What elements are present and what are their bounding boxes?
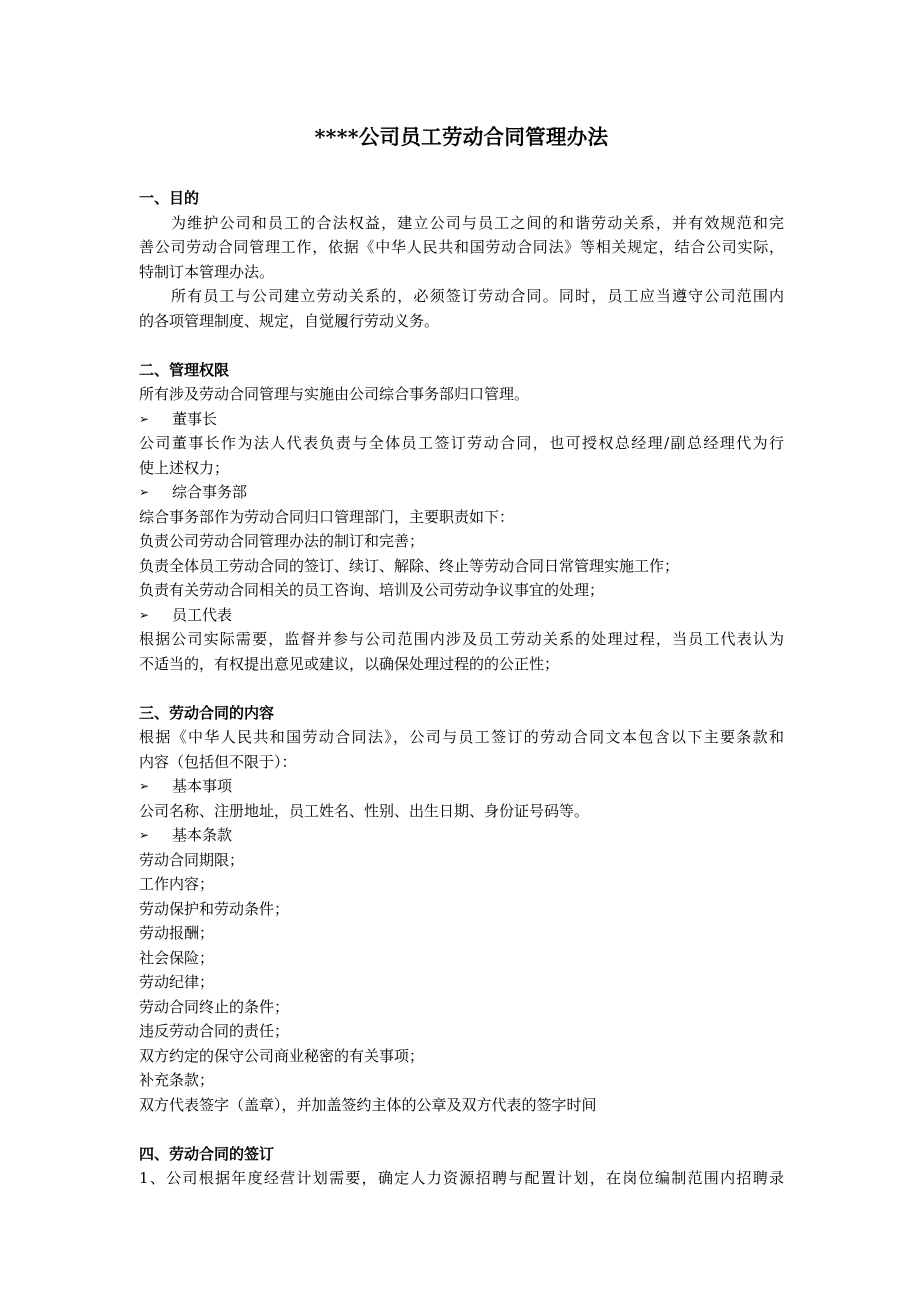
list-item: 社会保险；	[139, 948, 215, 967]
document-title: ****公司员工劳动合同管理办法	[314, 125, 609, 149]
paragraph-line: 负责全体员工劳动合同的签订、续订、解除、终止等劳动合同日常管理实施工作；	[139, 556, 680, 575]
list-item: 双方代表签字（盖章），并加盖签约主体的公章及双方代表的签字时间	[139, 1095, 597, 1114]
paragraph-line: 根据《中华人民共和国劳动合同法》，公司与员工签订的劳动合同文本包含以下主要条款和	[139, 728, 784, 746]
list-item: 劳动纪律；	[139, 973, 215, 991]
bullet-item	[139, 774, 784, 799]
arrow-bullet-icon: ➢	[139, 607, 150, 622]
list-item: 劳动合同期限；	[139, 850, 245, 869]
bullet-item	[139, 480, 784, 505]
paragraph-line: 所有涉及劳动合同管理与实施由公司综合事务部归口管理。	[139, 385, 530, 403]
bullet-label: 基本事项	[172, 777, 233, 795]
arrow-bullet-icon: ➢	[139, 828, 150, 842]
arrow-bullet-icon: ➢	[139, 485, 150, 499]
document-body	[139, 122, 784, 1191]
list-item: 违反劳动合同的责任；	[139, 1022, 290, 1040]
paragraph-line: 公司名称、注册地址，员工姓名、性别、出生日期、身份证号码等。	[139, 801, 590, 820]
section-heading-contents: 三、劳动合同的内容	[139, 703, 275, 722]
list-item: 双方约定的保守公司商业秘密的有关事项；	[139, 1046, 425, 1065]
section-heading-signing: 四、劳动合同的签订	[139, 1144, 275, 1163]
paragraph-line: 为维护公司和员工的合法权益，建立公司与员工之间的和谐劳动关系，并有效规范和完	[171, 213, 784, 232]
bullet-label: 基本条款	[172, 826, 233, 844]
paragraph-line: 负责有关劳动合同相关的员工咨询、培训及公司劳动争议事宜的处理；	[139, 581, 605, 599]
paragraph-line: 的各项管理制度、规定，自觉履行劳动义务。	[139, 311, 440, 330]
list-item: 劳动合同终止的条件；	[139, 997, 290, 1016]
paragraph-line: 所有员工与公司建立劳动关系的，必须签订劳动合同。同时，员工应当遵守公司范围内	[171, 287, 784, 305]
paragraph-line: 负责公司劳动合同管理办法的制订和完善；	[139, 532, 425, 550]
list-item: 劳动报酬；	[139, 924, 215, 942]
bullet-item	[139, 823, 784, 848]
list-item: 劳动保护和劳动条件；	[139, 899, 290, 918]
list-item: 工作内容；	[139, 875, 215, 893]
paragraph-line: 使上述权力；	[139, 458, 230, 477]
paragraph-line: 综合事务部作为劳动合同归口管理部门，主要职责如下：	[139, 507, 515, 526]
arrow-bullet-icon: ➢	[139, 779, 150, 793]
section-heading-purpose: 一、目的	[139, 189, 200, 207]
bullet-label: 综合事务部	[172, 483, 248, 501]
section-heading-authority: 二、管理权限	[139, 360, 230, 379]
paragraph-line: 不适当的，有权提出意见或建议，以确保处理过程的的公正性；	[139, 654, 560, 673]
bullet-item	[139, 603, 784, 628]
bullet-item	[139, 407, 784, 432]
paragraph-line: 根据公司实际需要，监督并参与公司范围内涉及员工劳动关系的处理过程，当员工代表认为	[139, 630, 784, 648]
paragraph-line: 1、公司根据年度经营计划需要，确定人力资源招聘与配置计划，在岗位编制范围内招聘录	[139, 1169, 784, 1187]
paragraph-line: 公司董事长作为法人代表负责与全体员工签订劳动合同，也可授权总经理/副总经理代为行	[139, 434, 784, 452]
bullet-label: 员工代表	[172, 605, 233, 624]
bullet-label: 董事长	[172, 409, 218, 428]
paragraph-line: 善公司劳动合同管理工作，依据《中华人民共和国劳动合同法》等相关规定，结合公司实际，	[139, 238, 784, 256]
arrow-bullet-icon: ➢	[139, 411, 150, 426]
paragraph-line: 特制订本管理办法。	[139, 262, 275, 281]
list-item: 补充条款；	[139, 1071, 215, 1089]
paragraph-line: 内容（包括但不限于）：	[139, 752, 297, 771]
